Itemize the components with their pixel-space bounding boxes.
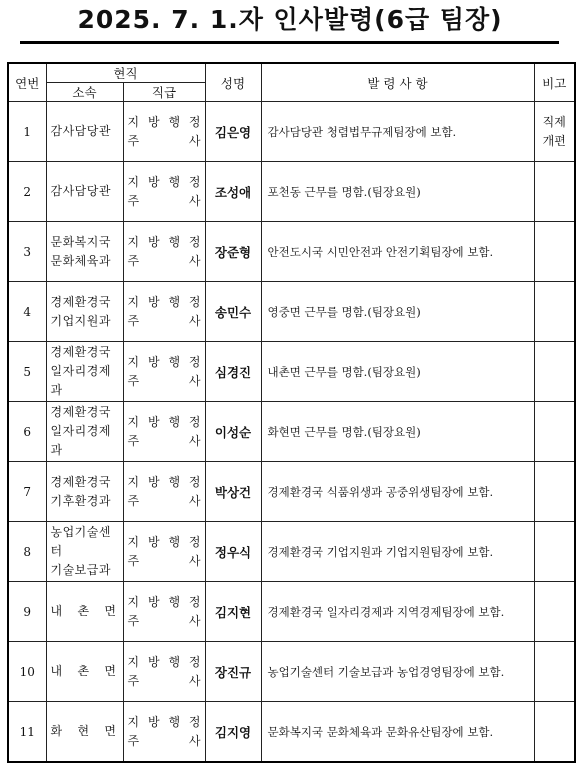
header-num: 연번 xyxy=(8,63,46,102)
department-line: 경제환경국 xyxy=(50,405,111,419)
page-title: 2025. 7. 1.자 인사발령(6급 팀장) xyxy=(77,5,503,34)
row-name: 심경진 xyxy=(205,342,261,402)
department-line: 일자리경제과 xyxy=(50,424,111,457)
row-name: 조성애 xyxy=(205,162,261,222)
row-name: 송민수 xyxy=(205,282,261,342)
table-row xyxy=(8,702,575,763)
department-line: 농업기술센터 xyxy=(50,525,111,558)
row-note xyxy=(534,102,575,162)
table-row xyxy=(8,642,575,702)
department-line: 감사담당관 xyxy=(50,124,111,138)
row-rank xyxy=(123,162,205,222)
row-name: 박상건 xyxy=(205,462,261,522)
note-line: 직제 xyxy=(542,114,566,129)
rank-line: 주 사 xyxy=(127,193,201,208)
rank-line: 주 사 xyxy=(127,433,201,448)
header-order: 발 령 사 항 xyxy=(261,63,534,102)
row-number: 3 xyxy=(8,222,46,282)
row-name: 장준형 xyxy=(205,222,261,282)
header-dept: 소속 xyxy=(46,83,123,102)
rank-line: 지 방 행 정 xyxy=(127,114,201,129)
table-row xyxy=(8,162,575,222)
table-row xyxy=(8,522,575,582)
rank-line: 지 방 행 정 xyxy=(127,714,201,729)
row-name: 정우식 xyxy=(205,522,261,582)
title-underline xyxy=(20,41,559,44)
row-number: 8 xyxy=(8,522,46,582)
row-number: 1 xyxy=(8,102,46,162)
table-row xyxy=(8,462,575,522)
note-line: 개편 xyxy=(542,133,566,148)
row-rank xyxy=(123,102,205,162)
table-row xyxy=(8,402,575,462)
row-rank xyxy=(123,582,205,642)
row-number: 9 xyxy=(8,582,46,642)
rank-line: 지 방 행 정 xyxy=(127,354,201,369)
row-number: 10 xyxy=(8,642,46,702)
row-department xyxy=(46,582,123,642)
header-rank: 직급 xyxy=(123,83,205,102)
rank-line: 주 사 xyxy=(127,373,201,388)
table-row xyxy=(8,582,575,642)
row-rank xyxy=(123,402,205,462)
department-line: 기술보급과 xyxy=(50,563,111,577)
rank-line: 지 방 행 정 xyxy=(127,234,201,249)
department-line: 기업지원과 xyxy=(50,313,111,328)
department-line: 감사담당관 xyxy=(50,184,111,198)
header-note: 비고 xyxy=(534,63,575,102)
rank-line: 주 사 xyxy=(127,613,201,628)
row-number: 4 xyxy=(8,282,46,342)
row-order: 감사담당관 청렴법무규제팀장에 보함. xyxy=(261,102,534,162)
row-order: 포천동 근무를 명함.(팀장요원) xyxy=(261,162,534,222)
row-department xyxy=(46,222,123,282)
department-line: 문화체육과 xyxy=(50,253,111,268)
row-note xyxy=(534,462,575,522)
row-number: 11 xyxy=(8,702,46,763)
row-order: 경제환경국 기업지원과 기업지원팀장에 보함. xyxy=(261,522,534,582)
row-department xyxy=(46,162,123,222)
row-order: 내촌면 근무를 명함.(팀장요원) xyxy=(261,342,534,402)
row-number: 5 xyxy=(8,342,46,402)
rank-line: 지 방 행 정 xyxy=(127,594,201,609)
row-department xyxy=(46,342,123,402)
row-note xyxy=(534,402,575,462)
row-note xyxy=(534,222,575,282)
row-note xyxy=(534,642,575,702)
row-note xyxy=(534,282,575,342)
department-line: 기후환경과 xyxy=(50,493,111,508)
rank-line: 주 사 xyxy=(127,313,201,328)
rank-line: 주 사 xyxy=(127,253,201,268)
header-name: 성명 xyxy=(205,63,261,102)
row-rank xyxy=(123,702,205,763)
row-name: 김지현 xyxy=(205,582,261,642)
row-order: 화현면 근무를 명함.(팀장요원) xyxy=(261,402,534,462)
appointment-table xyxy=(7,62,576,763)
department-line: 경제환경국 xyxy=(50,294,111,309)
header-current: 현직 xyxy=(46,63,205,83)
row-rank xyxy=(123,282,205,342)
rank-line: 주 사 xyxy=(127,733,201,748)
row-note xyxy=(534,702,575,763)
row-department xyxy=(46,102,123,162)
row-rank xyxy=(123,462,205,522)
department-line: 문화복지국 xyxy=(50,234,111,249)
table-row xyxy=(8,102,575,162)
department-line: 내 촌 면 xyxy=(50,664,117,678)
row-number: 6 xyxy=(8,402,46,462)
rank-line: 지 방 행 정 xyxy=(127,174,201,189)
row-note xyxy=(534,522,575,582)
row-order: 경제환경국 식품위생과 공중위생팀장에 보함. xyxy=(261,462,534,522)
department-line: 화 현 면 xyxy=(50,724,117,738)
table-row xyxy=(8,282,575,342)
row-order: 영중면 근무를 명함.(팀장요원) xyxy=(261,282,534,342)
row-note xyxy=(534,342,575,402)
department-line: 내 촌 면 xyxy=(50,604,117,618)
rank-line: 지 방 행 정 xyxy=(127,414,201,429)
row-department xyxy=(46,642,123,702)
row-name: 김은영 xyxy=(205,102,261,162)
department-line: 일자리경제과 xyxy=(50,364,111,397)
row-number: 7 xyxy=(8,462,46,522)
rank-line: 주 사 xyxy=(127,133,201,148)
row-department xyxy=(46,702,123,763)
row-note xyxy=(534,162,575,222)
row-name: 장진규 xyxy=(205,642,261,702)
row-department xyxy=(46,522,123,582)
row-department xyxy=(46,462,123,522)
row-order: 안전도시국 시민안전과 안전기획팀장에 보함. xyxy=(261,222,534,282)
rank-line: 지 방 행 정 xyxy=(127,534,201,549)
row-department xyxy=(46,402,123,462)
row-rank xyxy=(123,642,205,702)
rank-line: 주 사 xyxy=(127,553,201,568)
row-number: 2 xyxy=(8,162,46,222)
row-rank xyxy=(123,522,205,582)
table-body xyxy=(8,102,575,763)
row-note xyxy=(534,582,575,642)
table-row xyxy=(8,342,575,402)
rank-line: 주 사 xyxy=(127,673,201,688)
row-name: 이성순 xyxy=(205,402,261,462)
row-rank xyxy=(123,342,205,402)
rank-line: 주 사 xyxy=(127,493,201,508)
rank-line: 지 방 행 정 xyxy=(127,474,201,489)
department-line: 경제환경국 xyxy=(50,474,111,489)
row-order: 농업기술센터 기술보급과 농업경영팀장에 보함. xyxy=(261,642,534,702)
department-line: 경제환경국 xyxy=(50,345,111,359)
row-name: 김지영 xyxy=(205,702,261,763)
rank-line: 지 방 행 정 xyxy=(127,294,201,309)
row-rank xyxy=(123,222,205,282)
row-department xyxy=(46,282,123,342)
row-order: 문화복지국 문화체육과 문화유산팀장에 보함. xyxy=(261,702,534,763)
rank-line: 지 방 행 정 xyxy=(127,654,201,669)
table-row xyxy=(8,222,575,282)
row-order: 경제환경국 일자리경제과 지역경제팀장에 보함. xyxy=(261,582,534,642)
